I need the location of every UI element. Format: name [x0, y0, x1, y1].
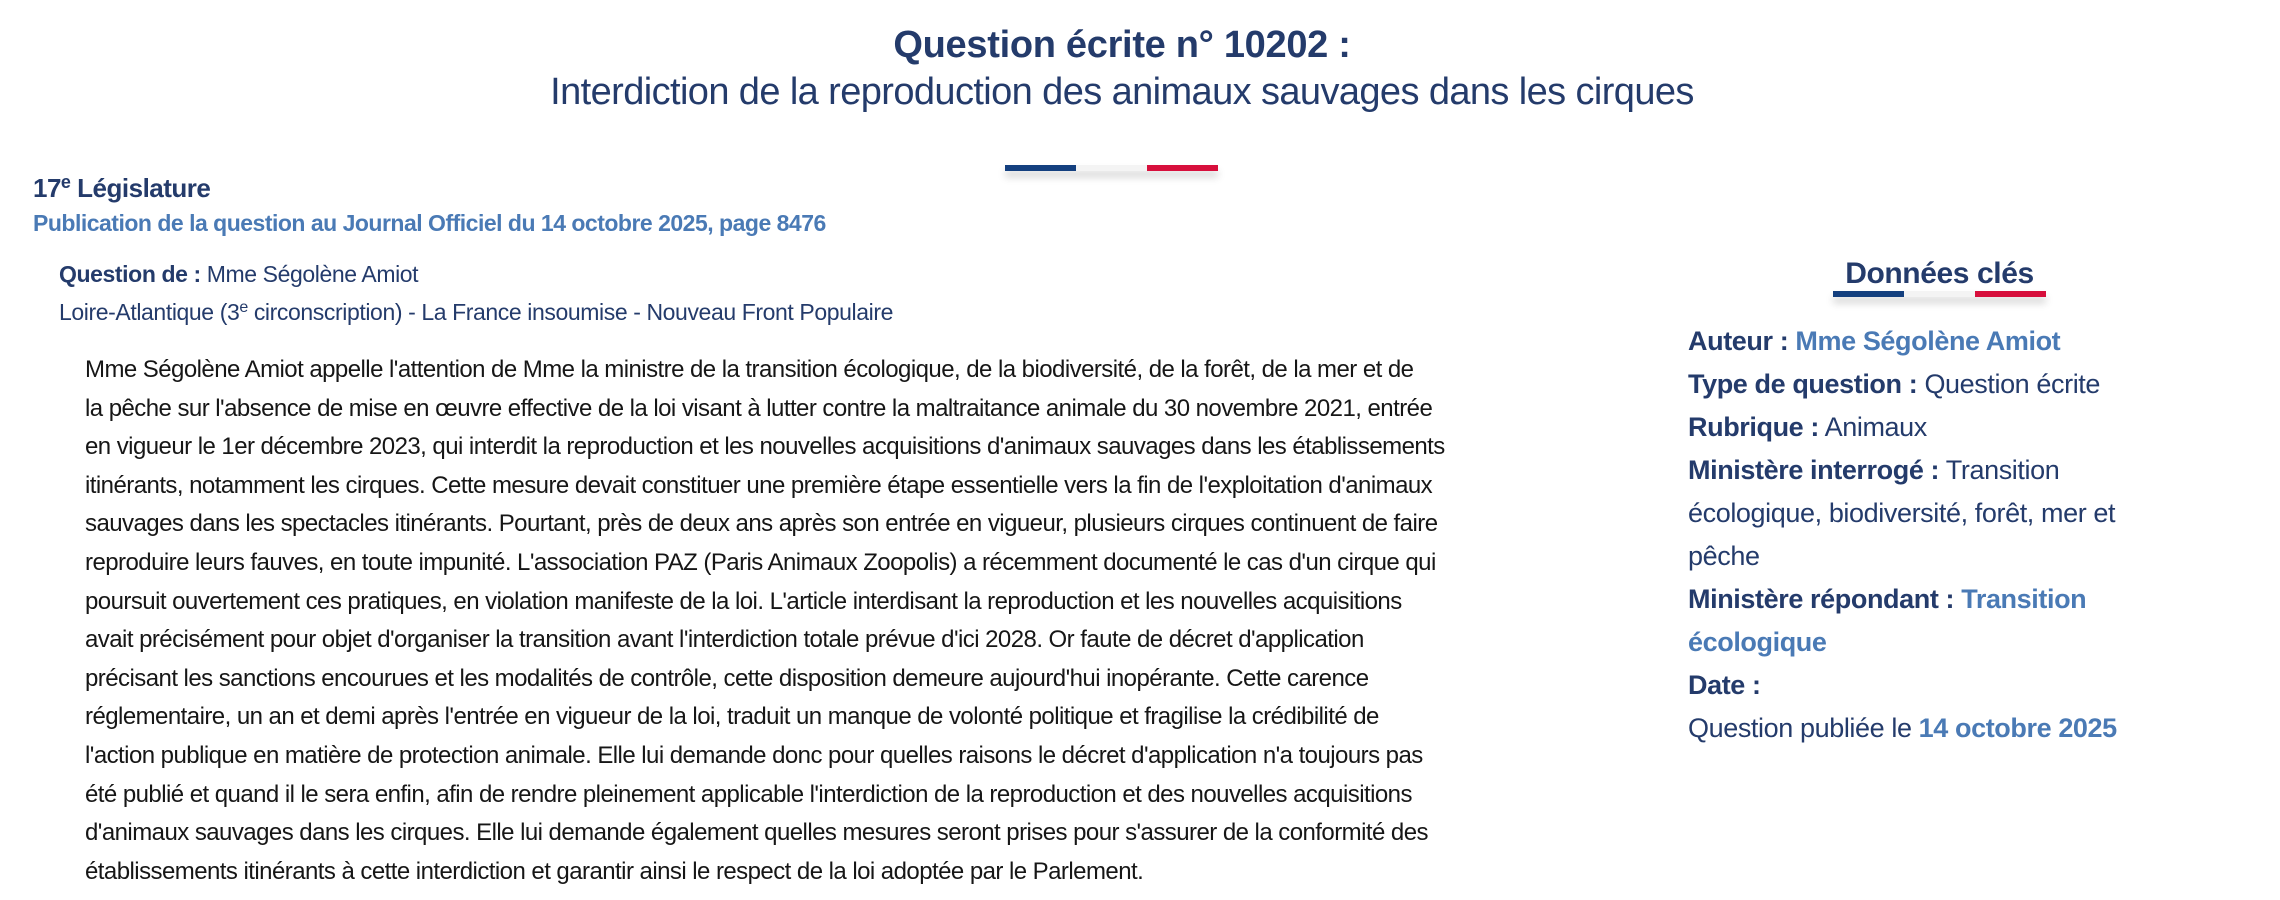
author-link[interactable]: Mme Ségolène Amiot	[1795, 326, 2061, 356]
keydata-date-value	[1688, 707, 2208, 750]
keydata-ministry-answering	[1688, 578, 2208, 621]
ministry-asked-value-cont: écologique, biodiversité, forêt, mer et	[1688, 498, 2116, 528]
body-line: d'animaux sauvages dans les cirques. Elle lui demande également quelles mesures seront prises pour s'assurer de la conformité des	[85, 819, 1428, 847]
constituency-ordinal: e	[239, 299, 248, 316]
body-line: itinérants, notamment les cirques. Cette mesure devait constituer une première étape essentielle vers la fin de l'exploitation d'animaux	[85, 471, 1433, 499]
keydata-ministry-asked-cont	[1688, 492, 2208, 535]
body-line: précisant les sanctions encourues et les modalités de contrôle, cette disposition demeure aujourd'hui inopérante. Cette carence	[85, 664, 1369, 692]
type-value: Question écrite	[1924, 369, 2101, 399]
body-line: été publié et quand il le sera enfin, afin de rendre pleinement applicable l'interdiction de la reproduction et des nouvelles acquisitions	[85, 780, 1412, 808]
ministry-asked-value: Transition	[1945, 455, 2060, 485]
tricolor-divider-keydata	[1833, 291, 2046, 297]
body-line: l'action publique en matière de protection animale. Elle lui demande donc pour quelles raisons le décret d'application n'a toujours pas	[85, 741, 1423, 769]
body-line: sauvages dans les spectacles itinérants. Pourtant, près de deux ans après son entrée en vigueur, plusieurs cirques continuent de faire	[85, 510, 1438, 538]
body-line: poursuit ouvertement ces pratiques, en violation manifeste de la loi. L'article interdisant la reproduction et les nouvelles acquisitions	[85, 587, 1402, 615]
constituency-prefix: Loire-Atlantique (3	[59, 299, 240, 325]
body-line: en vigueur le 1er décembre 2023, qui interdit la reproduction et les nouvelles acquisitions d'animaux sauvages dans les établissements	[85, 433, 1445, 461]
question-subject: Interdiction de la reproduction des animaux sauvages dans les cirques	[550, 71, 1694, 113]
legislature-heading	[33, 172, 210, 204]
keydata-author	[1688, 320, 2208, 363]
flag-white-stripe	[1076, 165, 1147, 171]
keydata-type	[1688, 363, 2208, 406]
keydata-panel	[1688, 320, 2208, 750]
keydata-ministry-answering-cont	[1688, 621, 2208, 664]
body-line: réglementaire, un an et demi après l'entrée en vigueur de la loi, traduit un manque de volonté politique et fragilise la crédibilité de	[85, 703, 1379, 731]
flag-blue-stripe	[1833, 291, 1904, 297]
rubrique-value: Animaux	[1824, 412, 1927, 442]
ministry-answering-link-cont[interactable]: écologique	[1688, 627, 1827, 657]
question-author-name: Mme Ségolène Amiot	[200, 261, 419, 287]
rubrique-label: Rubrique :	[1688, 412, 1819, 442]
publication-info: Publication de la question au Journal Officiel du 14 octobre 2025, page 8476	[33, 210, 826, 236]
keydata-ministry-asked-cont2	[1688, 535, 2208, 578]
body-line: avait précisément pour objet d'organiser la transition avant l'interdiction totale prévue d'ici 2028. Or faute de décret d'application	[85, 626, 1364, 654]
body-line: reproduire leurs fauves, en toute impunité. L'association PAZ (Paris Animaux Zoopolis) a récemment documenté le cas d'un cirque qui	[85, 548, 1436, 576]
constituency-suffix: circonscription) - La France insoumise - Nouveau Front Populaire	[247, 299, 893, 325]
ministry-answering-link[interactable]: Transition	[1961, 584, 2087, 614]
ministry-asked-value-cont2: pêche	[1688, 541, 1760, 571]
constituency-info	[59, 296, 893, 328]
legislature-ordinal: e	[60, 172, 71, 192]
keydata-title: Données clés	[1845, 257, 2034, 290]
keydata-date	[1688, 664, 2208, 707]
date-link[interactable]: 14 octobre 2025	[1918, 713, 2117, 743]
body-line: la pêche sur l'absence de mise en œuvre effective de la loi visant à lutter contre la maltraitance animale du 30 novembre 2021, entrée	[85, 394, 1433, 422]
date-label: Date :	[1688, 670, 1761, 700]
page-title: Question écrite n° 10202 :	[893, 24, 1351, 66]
type-label: Type de question :	[1688, 369, 1918, 399]
legislature-label: Législature	[70, 173, 211, 203]
question-author-label: Question de :	[59, 261, 201, 287]
ministry-answering-label: Ministère répondant :	[1688, 584, 1955, 614]
ministry-asked-label: Ministère interrogé :	[1688, 455, 1940, 485]
keydata-ministry-asked	[1688, 449, 2208, 492]
flag-red-stripe	[1975, 291, 2046, 297]
flag-red-stripe	[1147, 165, 1218, 171]
keydata-rubrique	[1688, 406, 2208, 449]
question-body	[85, 351, 1605, 891]
body-line: établissements itinérants à cette interdiction et garantir ainsi le respect de la loi adoptée par le Parlement.	[85, 857, 1144, 885]
flag-white-stripe	[1904, 291, 1975, 297]
date-prefix: Question publiée le	[1688, 713, 1919, 743]
author-label: Auteur :	[1688, 326, 1789, 356]
body-line: Mme Ségolène Amiot appelle l'attention de Mme la ministre de la transition écologique, de la biodiversité, de la forêt, de la mer et de	[85, 356, 1414, 383]
tricolor-divider	[1005, 165, 1218, 171]
question-author	[59, 258, 418, 290]
flag-blue-stripe	[1005, 165, 1076, 171]
legislature-number: 17	[33, 173, 61, 203]
